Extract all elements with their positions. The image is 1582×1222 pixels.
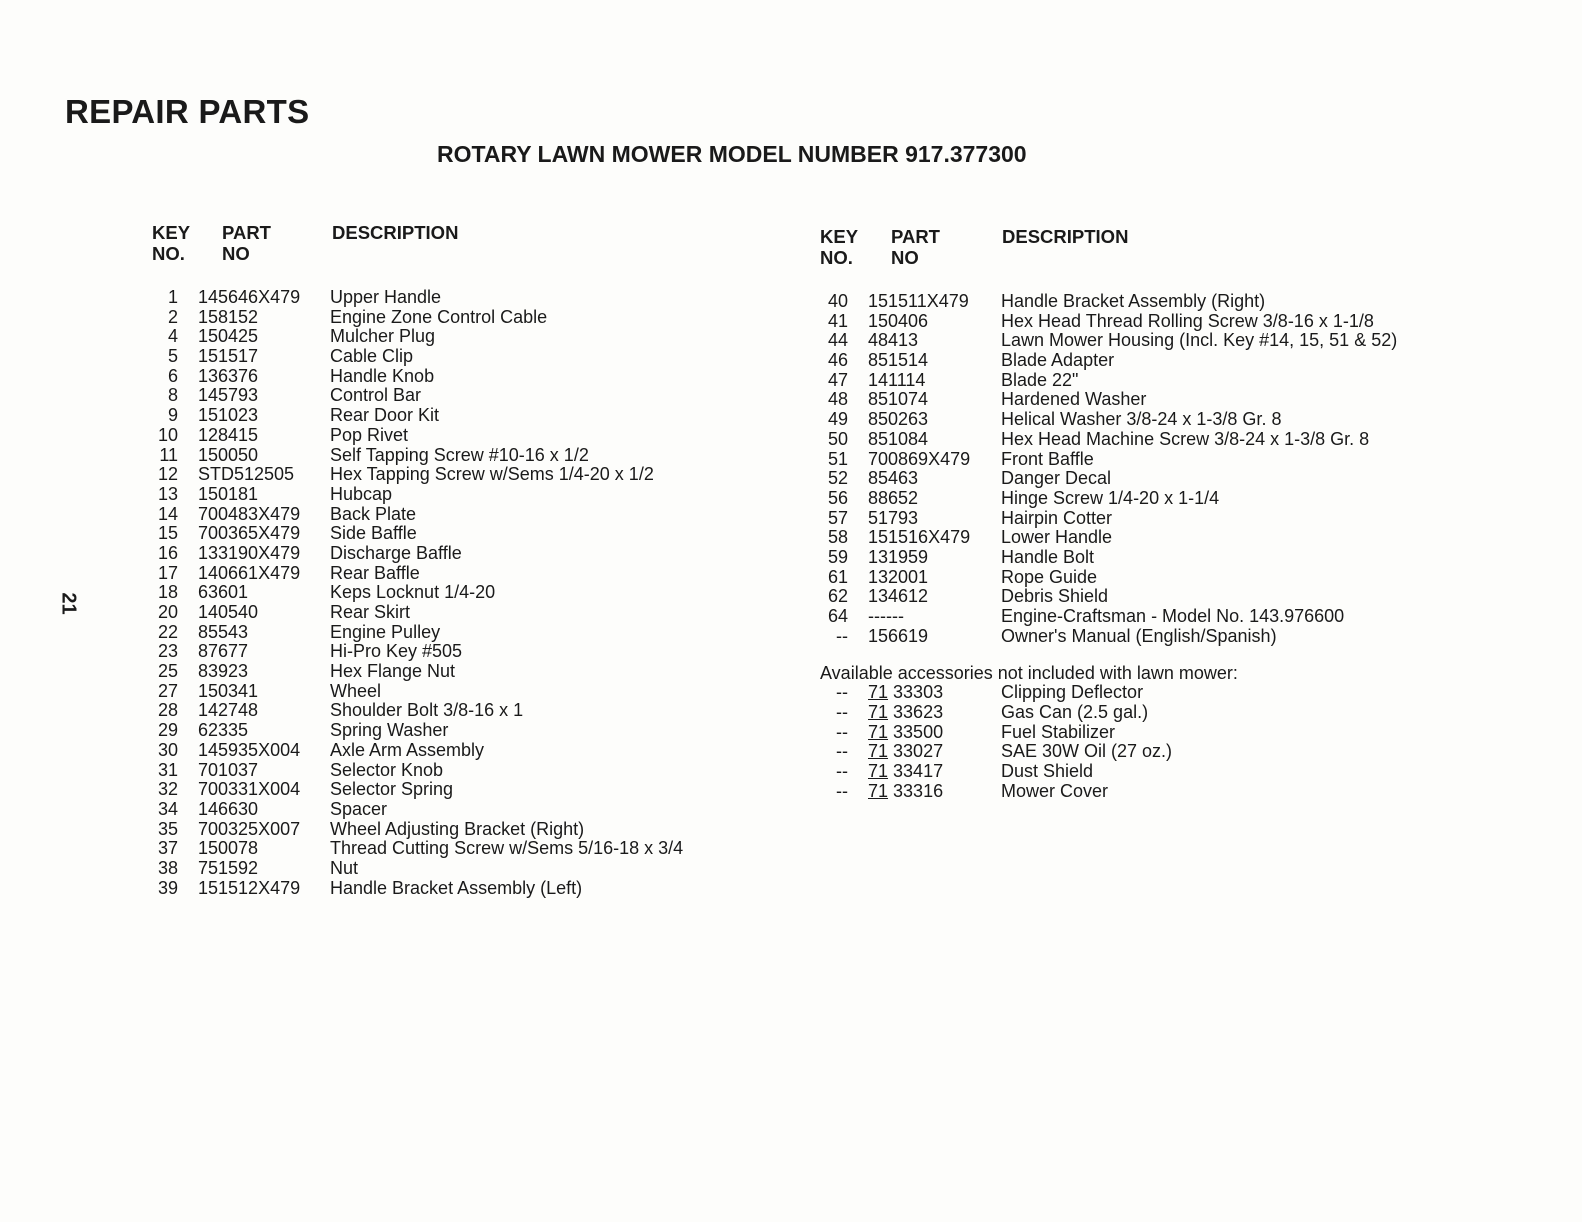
- part-no: 151023: [198, 405, 259, 426]
- part-description: Pop Rivet: [330, 424, 409, 445]
- part-no: [868, 742, 943, 762]
- key-no: 27: [157, 680, 178, 701]
- part-number: 33417: [893, 761, 944, 782]
- accessories-rows: [820, 683, 1238, 801]
- part-no: 136376: [198, 365, 259, 386]
- part-description: Blade Adapter: [1001, 350, 1115, 371]
- part-no: 62335: [198, 720, 249, 741]
- part-no: 63601: [198, 582, 249, 603]
- part-no: 150078: [198, 838, 259, 859]
- key-no: 28: [157, 700, 178, 721]
- part-description: Hex Tapping Screw w/Sems 1/4-20 x 1/2: [330, 464, 654, 485]
- key-no: 50: [827, 428, 848, 449]
- key-no: 13: [157, 483, 178, 504]
- part-no: 851514: [868, 350, 929, 371]
- part-description: Clipping Deflector: [1001, 682, 1144, 703]
- table-row: [820, 625, 1277, 647]
- key-no: 22: [157, 621, 178, 642]
- table-row: [820, 782, 1238, 802]
- key-no: 58: [827, 527, 848, 548]
- key-no: 49: [827, 409, 848, 430]
- part-no: 85463: [868, 468, 919, 489]
- key-no: 59: [827, 546, 848, 567]
- table-row: [820, 351, 1238, 371]
- key-no: 57: [827, 507, 848, 528]
- key-no: 31: [157, 759, 178, 780]
- part-no: [868, 683, 943, 703]
- key-no: --: [836, 682, 848, 703]
- key-no: 38: [157, 857, 178, 878]
- key-no: 35: [157, 818, 178, 839]
- part-description: Mulcher Plug: [330, 326, 436, 347]
- table-row: [820, 390, 1238, 410]
- part-no: 701037: [198, 759, 259, 780]
- key-no: 44: [827, 330, 848, 351]
- key-no: 64: [827, 606, 848, 626]
- part-prefix: 71: [868, 702, 889, 723]
- header-description: DESCRIPTION: [1002, 226, 1129, 247]
- header-key-no: KEY NO.: [820, 226, 859, 268]
- part-no: 151516X479: [868, 527, 971, 548]
- key-no: 52: [827, 468, 848, 489]
- part-no: [868, 782, 943, 802]
- part-no: 151517: [198, 346, 259, 367]
- part-prefix: 71: [868, 721, 889, 742]
- part-description: Keps Locknut 1/4-20: [330, 582, 496, 603]
- part-no: 83923: [198, 661, 249, 682]
- key-no: 37: [157, 838, 178, 859]
- part-description: SAE 30W Oil (27 oz.): [1001, 741, 1173, 762]
- part-description: Lower Handle: [1001, 527, 1113, 548]
- part-no: [868, 703, 943, 723]
- table-row: [820, 587, 1238, 607]
- part-no: [868, 762, 943, 782]
- header-part-no: PART NO: [222, 222, 271, 264]
- part-description: Handle Bracket Assembly (Right): [1001, 291, 1266, 311]
- table-row: [820, 371, 1238, 391]
- part-description: Blade 22": [1001, 369, 1079, 390]
- part-description: Rear Door Kit: [330, 405, 440, 426]
- key-no: 48: [827, 389, 848, 410]
- table-row: [820, 310, 1374, 332]
- part-description: Owner's Manual (English/Spanish): [1001, 625, 1277, 646]
- part-no: 156619: [868, 625, 929, 646]
- part-no: 48413: [868, 330, 919, 351]
- part-description: Hubcap: [330, 483, 393, 504]
- key-no: --: [836, 702, 848, 723]
- part-description: Engine Pulley: [330, 621, 441, 642]
- part-description: Handle Bracket Assembly (Left): [330, 877, 583, 898]
- key-no: 15: [157, 523, 178, 544]
- part-no: 51793: [868, 507, 919, 528]
- part-description: Spring Washer: [330, 720, 449, 741]
- model-subtitle: ROTARY LAWN MOWER MODEL NUMBER 917.377300: [437, 141, 1027, 167]
- table-row: [820, 606, 1345, 627]
- part-description: Mower Cover: [1001, 780, 1109, 801]
- part-description: Hex Head Machine Screw 3/8-24 x 1-3/8 Gr. 8: [1001, 428, 1370, 449]
- table-row: [820, 742, 1238, 762]
- key-no: 2: [167, 306, 178, 327]
- key-no: 32: [157, 779, 178, 800]
- key-no: 14: [157, 503, 178, 524]
- part-description: Cable Clip: [330, 346, 414, 367]
- key-no: 11: [159, 444, 178, 465]
- part-no: 141114: [868, 369, 926, 390]
- accessories-note: Available accessories not included with lawn mower:: [820, 663, 1238, 684]
- part-prefix: 71: [868, 682, 889, 703]
- part-no: 700331X004: [198, 779, 301, 800]
- right-parts-table: [820, 226, 1398, 802]
- header-description: DESCRIPTION: [332, 222, 459, 243]
- part-no: 88652: [868, 487, 919, 508]
- part-no: [868, 723, 943, 743]
- key-no: 12: [157, 464, 178, 485]
- part-description: Thread Cutting Screw w/Sems 5/16-18 x 3/4: [330, 838, 684, 859]
- table-row: [820, 528, 1238, 548]
- table-row: [820, 723, 1238, 743]
- table-row: [820, 548, 1238, 568]
- part-description: Rear Baffle: [330, 562, 420, 583]
- key-no: 10: [157, 424, 178, 445]
- key-no: 18: [157, 582, 178, 603]
- part-no: 132001: [868, 566, 929, 587]
- part-description: Control Bar: [330, 385, 422, 406]
- key-no: 5: [167, 346, 178, 367]
- key-no: 20: [157, 602, 178, 622]
- part-no: 146630: [198, 798, 259, 819]
- key-no: 46: [827, 350, 848, 371]
- part-description: Handle Bolt: [1001, 546, 1095, 567]
- part-no: 145793: [198, 385, 259, 406]
- part-number: 33303: [893, 682, 944, 703]
- part-no: 87677: [198, 641, 249, 662]
- key-no: --: [836, 780, 848, 801]
- table-row: [820, 409, 1282, 430]
- part-no: 158152: [198, 306, 259, 327]
- part-description: Nut: [330, 857, 359, 878]
- part-description: Spacer: [330, 798, 388, 819]
- table-row: [820, 509, 1238, 529]
- part-description: Rear Skirt: [330, 602, 411, 622]
- part-no: 145646X479: [198, 287, 301, 307]
- part-no: 851074: [868, 389, 929, 410]
- part-description: Upper Handle: [330, 287, 442, 307]
- part-number: 33027: [893, 741, 944, 762]
- key-no: 51: [827, 448, 848, 469]
- key-no: 25: [157, 661, 178, 682]
- key-no: --: [836, 761, 848, 782]
- part-description: Back Plate: [330, 503, 417, 524]
- key-no: 47: [827, 369, 848, 390]
- table-row: [820, 703, 1238, 723]
- part-no: 128415: [198, 424, 259, 445]
- table-row: [820, 762, 1238, 782]
- part-description: Hex Flange Nut: [330, 661, 456, 682]
- key-no: 16: [157, 542, 178, 563]
- part-description: Engine-Craftsman - Model No. 143.976600: [1001, 606, 1345, 626]
- key-no: 6: [167, 365, 178, 386]
- part-prefix: 71: [868, 761, 889, 782]
- part-description: Hex Head Thread Rolling Screw 3/8-16 x 1-1/8: [1001, 310, 1374, 331]
- key-no: 62: [827, 586, 848, 607]
- part-description: Wheel Adjusting Bracket (Right): [330, 818, 585, 839]
- part-no: 700365X479: [198, 523, 301, 544]
- part-prefix: 71: [868, 780, 889, 801]
- key-no: 4: [167, 326, 178, 347]
- part-description: Front Baffle: [1001, 448, 1094, 469]
- key-no: 9: [167, 405, 178, 426]
- part-no: 150425: [198, 326, 259, 347]
- part-no: 700483X479: [198, 503, 301, 524]
- key-no: --: [836, 625, 848, 646]
- part-number: 33500: [893, 721, 944, 742]
- part-description: Hairpin Cotter: [1001, 507, 1113, 528]
- part-description: Discharge Baffle: [330, 542, 462, 563]
- part-no: 151512X479: [198, 877, 301, 898]
- part-description: Fuel Stabilizer: [1001, 721, 1116, 742]
- part-no: 751592: [198, 857, 259, 878]
- part-description: Selector Knob: [330, 759, 444, 780]
- part-description: Hinge Screw 1/4-20 x 1-1/4: [1001, 487, 1220, 508]
- key-no: 8: [167, 385, 178, 406]
- part-no: 142748: [198, 700, 259, 721]
- key-no: 41: [827, 310, 848, 331]
- part-no: 700869X479: [868, 448, 971, 469]
- part-number: 33623: [893, 702, 944, 723]
- part-description: Handle Knob: [330, 365, 435, 386]
- part-no: 150406: [868, 310, 929, 331]
- part-no: 150050: [198, 444, 259, 465]
- part-no: 133190X479: [198, 542, 301, 563]
- key-no: 56: [827, 487, 848, 508]
- part-no: 151511X479: [868, 291, 969, 311]
- part-description: Side Baffle: [330, 523, 417, 544]
- part-description: Lawn Mower Housing (Incl. Key #14, 15, 51 & 52): [1001, 330, 1398, 351]
- part-no: 140661X479: [198, 562, 301, 583]
- part-description: Debris Shield: [1001, 586, 1109, 607]
- part-no: 851084: [868, 428, 929, 449]
- key-no: 39: [157, 877, 178, 898]
- table-row: [820, 683, 1238, 703]
- part-description: Hardened Washer: [1001, 389, 1147, 410]
- key-no: 29: [157, 720, 178, 741]
- key-no: 40: [827, 291, 848, 311]
- key-no: --: [836, 721, 848, 742]
- part-description: Engine Zone Control Cable: [330, 306, 548, 327]
- table-header: [820, 226, 1238, 292]
- table-row: [820, 330, 1398, 351]
- part-no: 145935X004: [198, 739, 301, 760]
- part-description: Self Tapping Screw #10-16 x 1/2: [330, 444, 589, 465]
- table-row: [820, 450, 1238, 470]
- part-number: 33316: [893, 780, 944, 801]
- table-row: [820, 469, 1238, 489]
- part-description: Dust Shield: [1001, 761, 1094, 782]
- part-no: 131959: [868, 546, 929, 567]
- part-description: Hi-Pro Key #505: [330, 641, 463, 662]
- part-no: ------: [868, 606, 904, 626]
- table-row: [820, 428, 1370, 450]
- part-description: Gas Can (2.5 gal.): [1001, 702, 1149, 723]
- part-no: 85543: [198, 621, 249, 642]
- table-row: [820, 291, 1266, 312]
- key-no: 30: [157, 739, 178, 760]
- part-description: Wheel: [330, 680, 382, 701]
- page-number: 21: [57, 592, 80, 615]
- part-prefix: 71: [868, 741, 889, 762]
- part-description: Danger Decal: [1001, 468, 1112, 489]
- part-description: Shoulder Bolt 3/8-16 x 1: [330, 700, 524, 721]
- key-no: 34: [157, 798, 178, 819]
- key-no: 23: [157, 641, 178, 662]
- part-description: Axle Arm Assembly: [330, 739, 485, 760]
- part-no: 850263: [868, 409, 929, 430]
- header-part-no: PART NO: [891, 226, 940, 268]
- part-no: 700325X007: [198, 818, 301, 839]
- part-no: 150341: [198, 680, 259, 701]
- key-no: --: [836, 741, 848, 762]
- part-description: Selector Spring: [330, 779, 454, 800]
- part-no: 134612: [868, 586, 929, 607]
- page-title: REPAIR PARTS: [65, 93, 310, 130]
- part-description: Helical Washer 3/8-24 x 1-3/8 Gr. 8: [1001, 409, 1282, 430]
- key-no: 17: [157, 562, 178, 583]
- key-no: 1: [167, 287, 178, 307]
- table-row: [820, 568, 1238, 588]
- part-description: Rope Guide: [1001, 566, 1098, 587]
- part-no: 140540: [198, 602, 259, 622]
- key-no: 61: [827, 566, 848, 587]
- table-row: [820, 489, 1238, 509]
- header-key-no: KEY NO.: [152, 222, 191, 264]
- right-parts-rows: [820, 291, 1398, 646]
- part-no: 150181: [198, 483, 259, 504]
- part-no: STD512505: [198, 464, 295, 485]
